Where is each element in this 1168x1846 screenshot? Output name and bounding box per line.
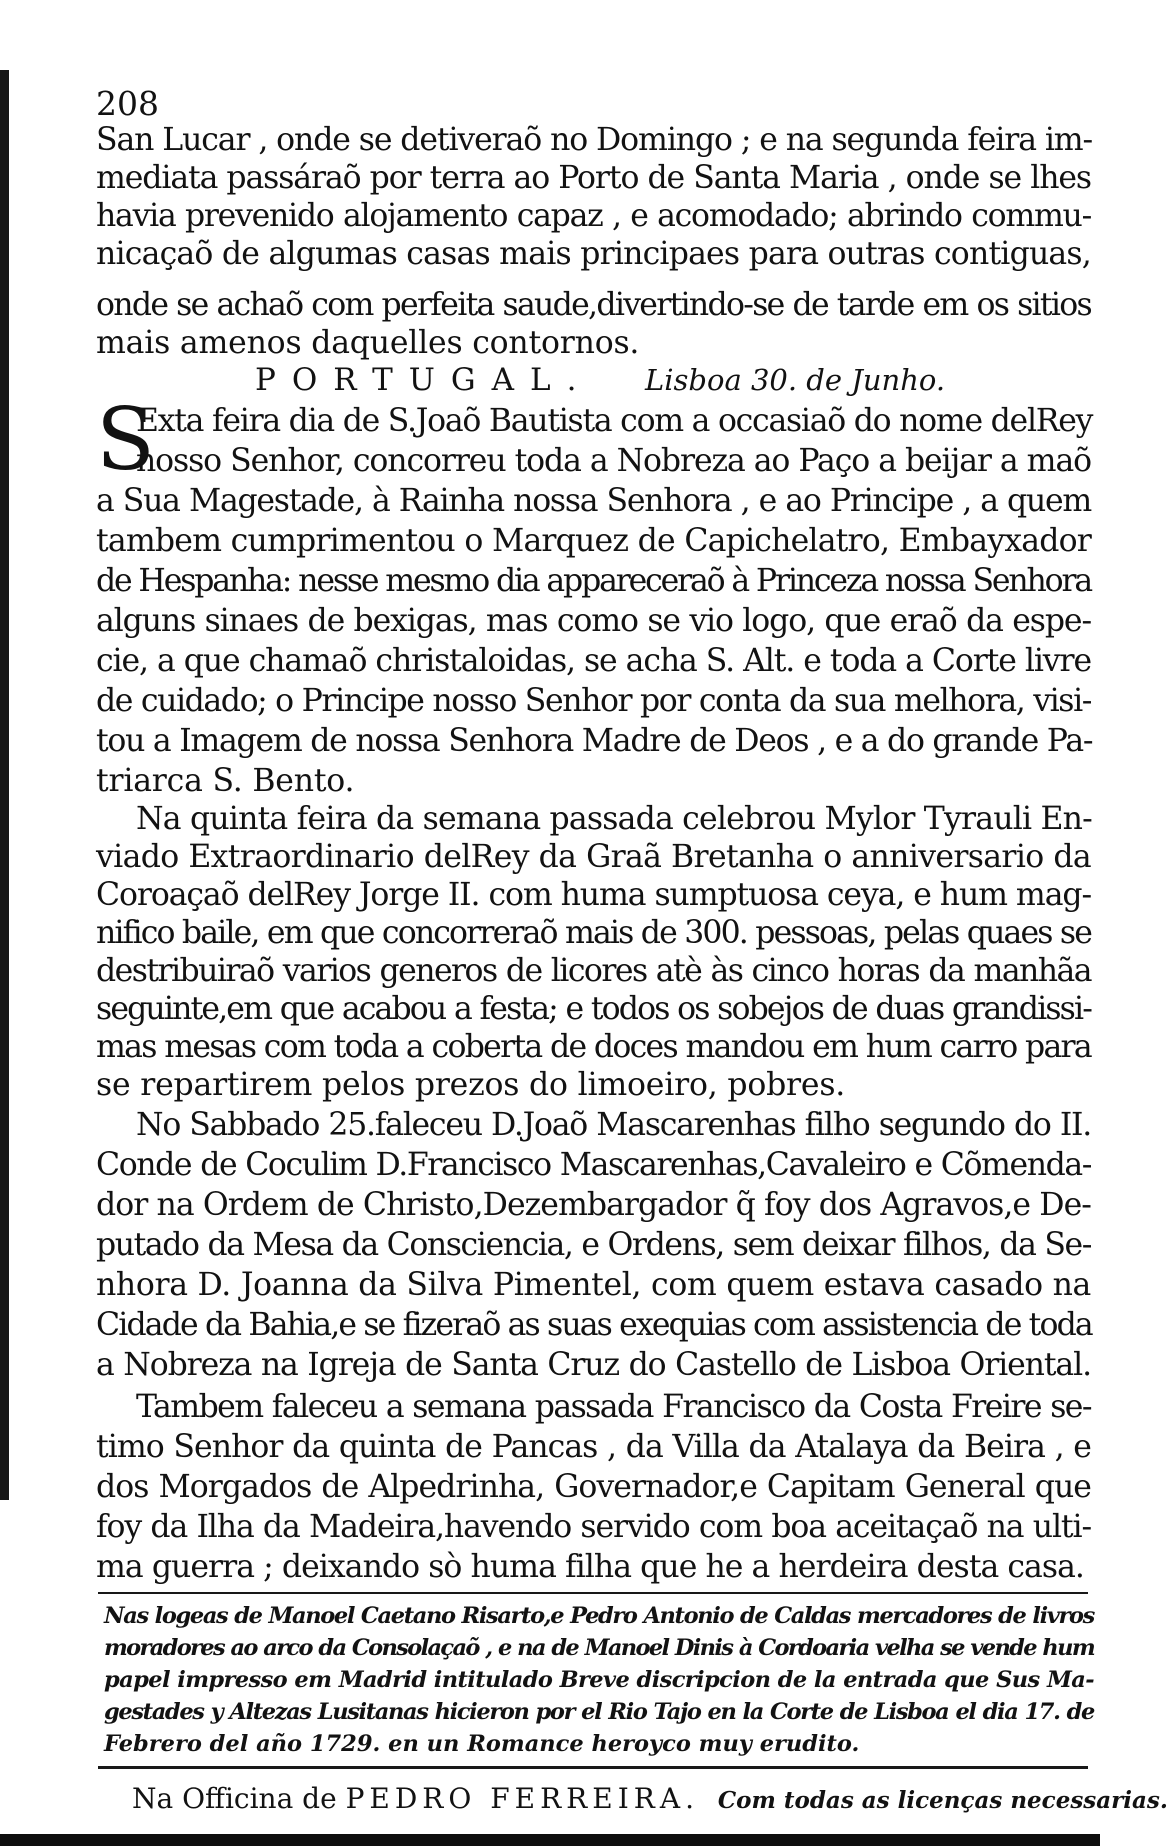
text-line: a Sua Magestade, à Rainha nossa Senhora , e ao Principe , a quem — [96, 483, 1091, 519]
printer-name: PEDRO FERREIRA. — [345, 1782, 699, 1815]
text-line: a Nobreza na Igreja de Santa Cruz do Castello de Lisboa Oriental. — [96, 1347, 1091, 1383]
text-line: dos Morgados de Alpedrinha, Governador,e Capitam General que — [96, 1469, 1091, 1505]
text-line: nicaçaõ de algumas casas mais principaes para outras contiguas, — [96, 236, 1091, 272]
text-line: dor na Ordem de Christo,Dezembargador q̃ foy dos Agravos,e De- — [96, 1187, 1091, 1223]
printer-imprint — [132, 1782, 1168, 1818]
left-margin-rule — [0, 70, 9, 1500]
text-line: Coroaçaõ delRey Jorge II. com huma sumptuosa ceya, e hum mag- — [96, 877, 1091, 913]
divider-rule — [98, 1592, 1088, 1594]
text-line: nifico baile, em que concorreraõ mais de 300. pessoas, pelas quaes se — [96, 915, 1091, 951]
text-line: tou a Imagem de nossa Senhora Madre de Deos , e a do grande Pa- — [96, 723, 1093, 759]
text-line: ma guerra ; deixando sò huma filha que he a herdeira desta casa. — [96, 1549, 1084, 1585]
scan-edge-band — [0, 1834, 1100, 1846]
text-line: timo Senhor da quinta de Pancas , da Villa da Atalaya da Beira , e — [96, 1429, 1091, 1465]
text-line: No Sabbado 25.faleceu D.Joaõ Mascarenhas filho segundo do II. — [136, 1107, 1091, 1143]
text-line: se repartirem pelos prezos do limoeiro, pobres. — [96, 1067, 846, 1103]
text-line: Tambem faleceu a semana passada Francisco da Costa Freire se- — [136, 1389, 1091, 1425]
text-line: putado da Mesa da Consciencia, e Ordens, sem deixar filhos, da Se- — [96, 1227, 1091, 1263]
notice-line: gestades y Altezas Lusitanas hicieron por el Rio Tajo en la Corte de Lisboa el dia 17. de — [104, 1699, 1094, 1725]
text-line: de Hespanha: nesse mesmo dia appareceraõ à Princeza nossa Senhora — [96, 563, 1091, 599]
text-line: cie, a que chamaõ christaloidas, se acha S. Alt. e toda a Corte livre — [96, 643, 1091, 679]
notice-line: papel impresso em Madrid intitulado Breve discripcion de la entrada que Sus Ma- — [104, 1667, 1094, 1693]
text-line: nhora D. Joanna da Silva Pimentel, com quem estava casado na — [96, 1267, 1091, 1303]
text-line: San Lucar , onde se detiveraõ no Domingo ; e na segunda feira im- — [96, 122, 1093, 158]
text-line: viado Extraordinario delRey da Graã Bretanha o anniversario da — [96, 839, 1091, 875]
page-number: 208 — [96, 84, 159, 123]
text-line: mas mesas com toda a coberta de doces mandou em hum carro para — [96, 1029, 1091, 1065]
text-line: destribuiraõ varios generos de licores atè às cinco horas da manhãa — [96, 953, 1091, 989]
text-line: foy da Ilha da Madeira,havendo servido com boa aceitaçaõ na ulti- — [96, 1509, 1091, 1545]
drop-cap: S — [96, 390, 155, 490]
text-line: mais amenos daquelles contornos. — [96, 325, 640, 361]
text-line: Na quinta feira da semana passada celebrou Mylor Tyrauli En- — [136, 801, 1093, 837]
text-line: havia prevenido alojamento capaz , e acomodado; abrindo commu- — [96, 198, 1091, 234]
text-line: Cidade da Bahia,e se fizeraõ as suas exequias com assistencia de toda — [96, 1307, 1092, 1343]
text-line: de cuidado; o Principe nosso Senhor por conta da sua melhora, visi- — [96, 683, 1091, 719]
text-line: tambem cumprimentou o Marquez de Capichelatro, Embayxador — [96, 523, 1091, 559]
text-line: mediata passáraõ por terra ao Porto de Santa Maria , onde se lhes — [96, 160, 1091, 196]
text-line: triarca S. Bento. — [96, 763, 355, 799]
imprint-label: Na Officina de — [132, 1782, 337, 1815]
dateline: Lisboa 30. de Junho. — [645, 363, 946, 397]
text-line: seguinte,em que acabou a festa; e todos os sobejos de duas grandissi- — [96, 991, 1091, 1027]
text-line: Conde de Coculim D.Francisco Mascarenhas,Cavaleiro e Cõmenda- — [96, 1147, 1091, 1183]
notice-line: Nas logeas de Manoel Caetano Risarto,e Pedro Antonio de Caldas mercadores de livros — [104, 1603, 1094, 1629]
imprint-rule — [98, 1766, 1088, 1769]
text-line: alguns sinaes de bexigas, mas como se vio logo, que eraõ da espe- — [96, 603, 1091, 639]
notice-line: Febrero del año 1729. en un Romance heroyco muy erudito. — [104, 1731, 860, 1757]
text-line: Exta feira dia de S.Joaõ Bautista com a occasiaõ do nome delRey — [136, 403, 1093, 439]
section-heading — [255, 360, 1035, 400]
text-line: onde se achaõ com perfeita saude,divertindo-se de tarde em os sitios — [96, 287, 1091, 323]
licence-note: Com todas as licenças necessarias. — [717, 1787, 1168, 1814]
notice-line: moradores ao arco da Consolaçaõ , e na de Manoel Dinis à Cordoaria velha se vende hum — [104, 1635, 1094, 1661]
text-line: nosso Senhor, concorreu toda a Nobreza ao Paço a beijar a maõ — [136, 443, 1091, 479]
country-heading: PORTUGAL. — [255, 362, 593, 398]
